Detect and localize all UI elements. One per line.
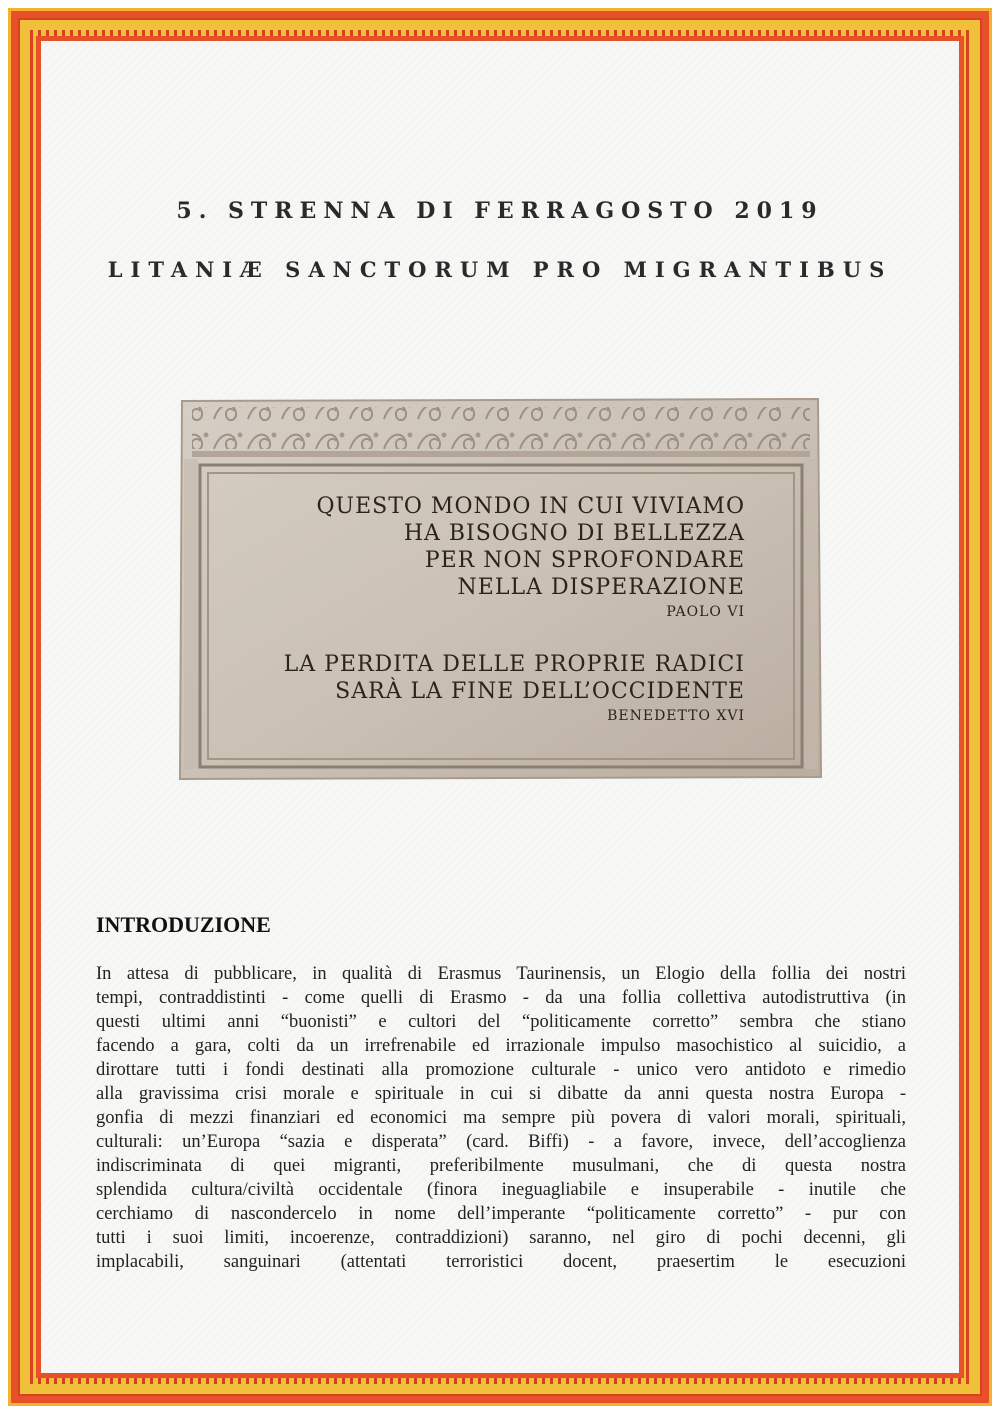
paragraph-line: cerchiamo di nascondercelo in nome dell’imperante “politicamente corretto” - pur con (96, 1204, 906, 1224)
paragraph-line: culturali: un’Europa “sazia e disperata” (card. Biffi) - a favore, invece, dell’accoglienza (96, 1132, 906, 1152)
tablet-line: HA BISOGNO DI BELLEZZA (403, 521, 745, 546)
paragraph-line: dirottare tutti i fondi destinati alla promozione culturale - unico vero antidoto e rimedio (96, 1060, 906, 1080)
section-heading: INTRODUZIONE (96, 912, 271, 937)
page-subtitle: LITANIÆ SANCTORUM PRO MIGRANTIBUS (107, 257, 893, 282)
tablet-line: PER NON SPROFONDARE (424, 548, 745, 573)
paragraph-line: questi ultimi anni “buonisti” e cultori del “politicamente corretto” sembra che stiano (96, 1012, 906, 1032)
stone-tablet-image (178, 397, 823, 781)
paragraph-line: facendo a gara, colti da un irrefrenabile ed irrazionale impulso masochistico al suicidio, a (96, 1036, 906, 1056)
tablet-line: QUESTO MONDO IN CUI VIVIAMO (316, 494, 745, 519)
tablet-author: BENEDETTO XVI (607, 708, 745, 724)
tablet-line: NELLA DISPERAZIONE (457, 575, 745, 600)
tablet-line: SARÀ LA FINE DELL’OCCIDENTE (335, 679, 745, 704)
tablet-author: PAOLO VI (666, 604, 745, 620)
paragraph-line: In attesa di pubblicare, in qualità di Erasmus Taurinensis, un Elogio della follia dei nostri (96, 964, 906, 984)
page-title: 5. STRENNA DI FERRAGOSTO 2019 (176, 198, 824, 224)
paragraph-line: tempi, contraddistinti - come quelli di Erasmo - da una follia collettiva autodistruttiva (in (96, 988, 906, 1008)
intro-paragraph (96, 962, 906, 1274)
paragraph-line: implacabili, sanguinari (attentati terroristici docent, praesertim le esecuzioni (96, 1252, 906, 1272)
tablet-line: LA PERDITA DELLE PROPRIE RADICI (283, 652, 745, 677)
paragraph-line: alla gravissima crisi morale e spirituale in cui si dibatte da anni questa nostra Europa - (96, 1084, 906, 1104)
paragraph-line: tutti i suoi limiti, incoerenze, contraddizioni) saranno, nel giro di pochi decenni, gli (96, 1228, 906, 1248)
paragraph-line: indiscriminata di quei migranti, preferibilmente musulmani, che di questa nostra (96, 1156, 906, 1176)
paragraph-line: splendida cultura/civiltà occidentale (finora ineguagliabile e insuperabile - inutile che (96, 1180, 906, 1200)
paragraph-line: gonfia di mezzi finanziari ed economici ma sempre più povera di valori morali, spirituali, (96, 1108, 906, 1128)
tablet-quote-2 (284, 651, 745, 727)
tablet-quote-1 (317, 493, 746, 623)
